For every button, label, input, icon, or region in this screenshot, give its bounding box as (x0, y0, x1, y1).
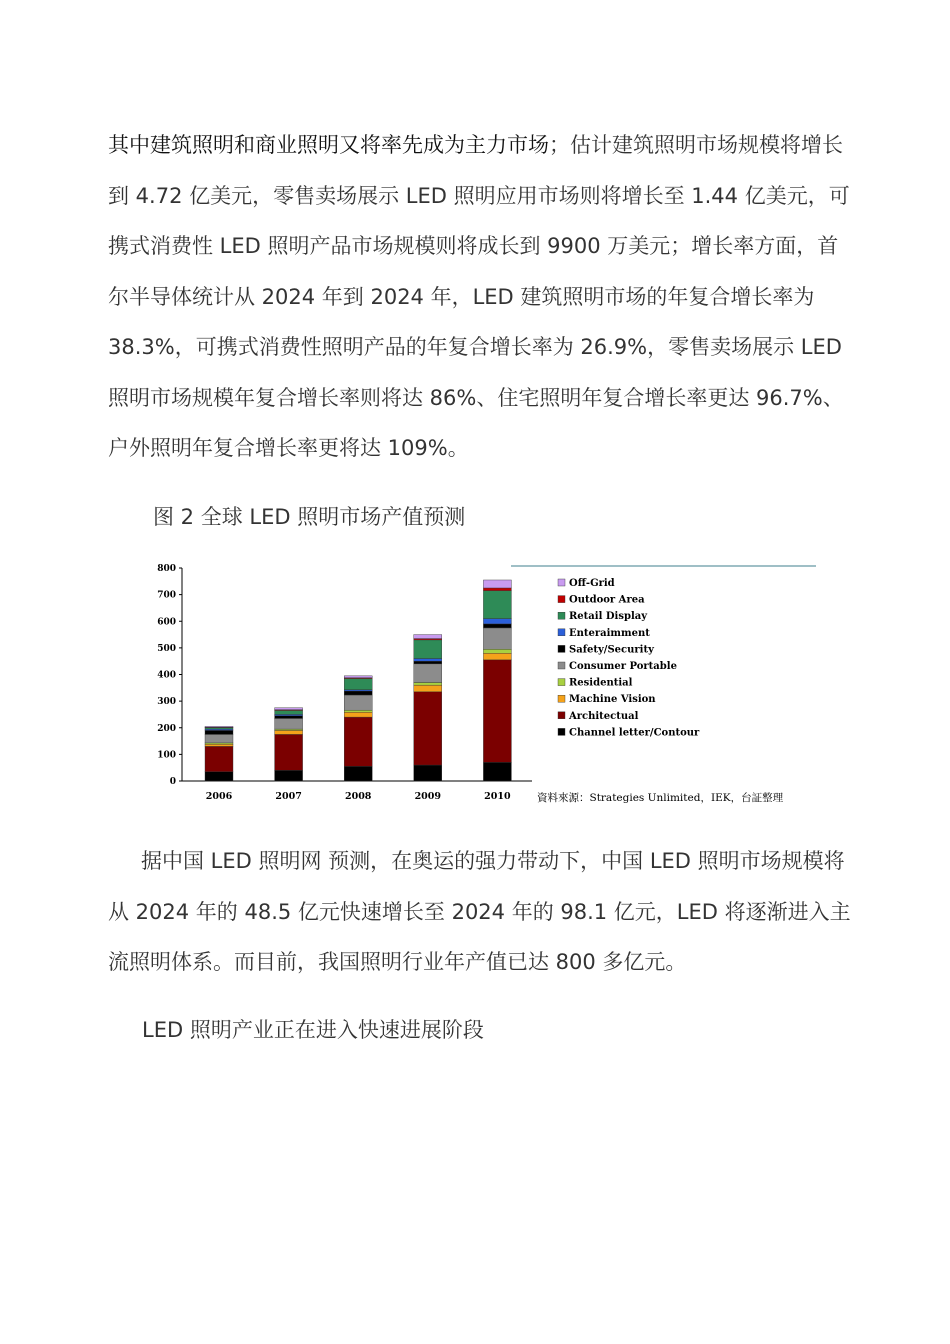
legend-label: Safety/Security (569, 644, 654, 656)
paragraph-1-rest: ；估计建筑照明市场规模将增长到 4.72 亿美元，零售卖场展示 LED 照明应用市场则将增长至 1.44 亿美元，可携式消费性 LED 照明产品市场规模则将成长到 9900 万美元；增长率方面，首尔半导体统计从 2024 年到 2024 年，LED 建筑照明市场的年复合增长率为 38.3%，可携式消费性照明产品的年复合增长率为 26.9%，零售卖场展示 LED 照明市场规模年复合增长率则将达 86%、住宅照明年复合增长率更达 96.7%、户外照明年复合增长率更将达 109%。 (108, 133, 850, 460)
y-tick-label: 200 (157, 723, 176, 734)
bar-segment (344, 717, 372, 766)
legend-label: Retail Display (569, 611, 648, 623)
bar-segment (414, 692, 442, 765)
legend-swatch (558, 629, 565, 636)
bar-segment (344, 695, 372, 710)
paragraph-3: LED 照明产业正在进入快速进展阶段 (142, 1018, 484, 1042)
bar-segment (483, 653, 511, 660)
legend-swatch (558, 695, 565, 702)
bar-segment (275, 718, 303, 729)
bar-segment (205, 746, 233, 771)
x-tick-label: 2006 (205, 791, 233, 802)
bar-segment (414, 659, 442, 662)
bar-segment (275, 710, 303, 714)
plot-area (157, 564, 532, 802)
chart-source-note: 資料來源：Strategies Unlimited，IEK，台証整理 (537, 792, 784, 804)
legend-swatch (558, 579, 565, 586)
bar-segment (344, 691, 372, 695)
y-tick-label: 500 (157, 643, 176, 654)
legend-swatch (558, 662, 565, 669)
bar-segment (414, 661, 442, 664)
legend-label: Architectual (569, 710, 639, 722)
bar-segment (344, 766, 372, 781)
bar-segment (483, 660, 511, 763)
x-tick-label: 2008 (344, 791, 372, 802)
legend-swatch (558, 712, 565, 719)
y-tick-label: 400 (157, 670, 176, 681)
legend-swatch (558, 596, 565, 603)
bar-segment (205, 734, 233, 743)
chart-legend (558, 578, 700, 738)
bar-segment (483, 588, 511, 591)
bar-segment (344, 676, 372, 678)
y-tick-label: 800 (157, 564, 176, 574)
y-tick-label: 600 (157, 617, 176, 628)
bar-segment (414, 685, 442, 692)
legend-label: Machine Vision (569, 694, 656, 706)
x-tick-label: 2010 (484, 791, 511, 802)
bar-segment (205, 744, 233, 746)
bar-segment (275, 708, 303, 710)
figure-caption: 图 2 全球 LED 照明市场产值预测 (153, 505, 466, 529)
bar-segment (483, 580, 511, 588)
x-tick-label: 2007 (275, 791, 302, 802)
led-market-chart (150, 558, 820, 813)
bar-segment (483, 619, 511, 624)
bar-segment (205, 726, 233, 727)
legend-label: Channel letter/Contour (569, 727, 700, 739)
legend-swatch (558, 612, 565, 619)
bar-segment (483, 649, 511, 653)
bar-segment (483, 591, 511, 619)
bar-segment (344, 712, 372, 717)
legend-label: Residential (569, 677, 633, 689)
bar-segment (344, 710, 372, 712)
legend-label: Outdoor Area (569, 594, 645, 606)
legend-label: Off-Grid (569, 578, 615, 589)
bar-segment (483, 624, 511, 628)
y-tick-label: 700 (157, 590, 176, 601)
legend-swatch (558, 645, 565, 652)
y-tick-label: 100 (157, 750, 176, 761)
bar-segment (275, 734, 303, 770)
bar-segment (275, 716, 303, 719)
bar-segment (414, 765, 442, 781)
bar-segment (275, 770, 303, 781)
legend-swatch (558, 679, 565, 686)
x-tick-label: 2009 (414, 791, 442, 802)
bar-segment (344, 678, 372, 689)
legend-swatch (558, 728, 565, 735)
bar-segment (205, 772, 233, 781)
paragraph-1-lead: 其中建筑照明和商业照明又将率先成为主力市场 (108, 133, 549, 157)
legend-label: Consumer Portable (569, 661, 677, 672)
bar-segment (414, 664, 442, 683)
y-tick-label: 0 (169, 777, 176, 787)
bar-segment (414, 682, 442, 685)
bar-segment (483, 762, 511, 781)
bar-segment (483, 628, 511, 649)
bar-segment (275, 730, 303, 734)
paragraph-2: 据中国 LED 照明网 预测，在奥运的强力带动下，中国 LED 照明市场规模将从 2024 年的 48.5 亿元快速增长至 2024 年的 98.1 亿元，LED 将逐渐进入主流照明体系。而目前，我国照明行业年产值已达 800 多亿元。 (108, 849, 851, 974)
bar-segment (414, 640, 442, 659)
bar-segment (414, 635, 442, 639)
y-tick-label: 300 (157, 697, 176, 708)
legend-label: Enteraimment (569, 627, 650, 639)
bar-segment (205, 730, 233, 734)
paragraph-1 (108, 120, 853, 474)
